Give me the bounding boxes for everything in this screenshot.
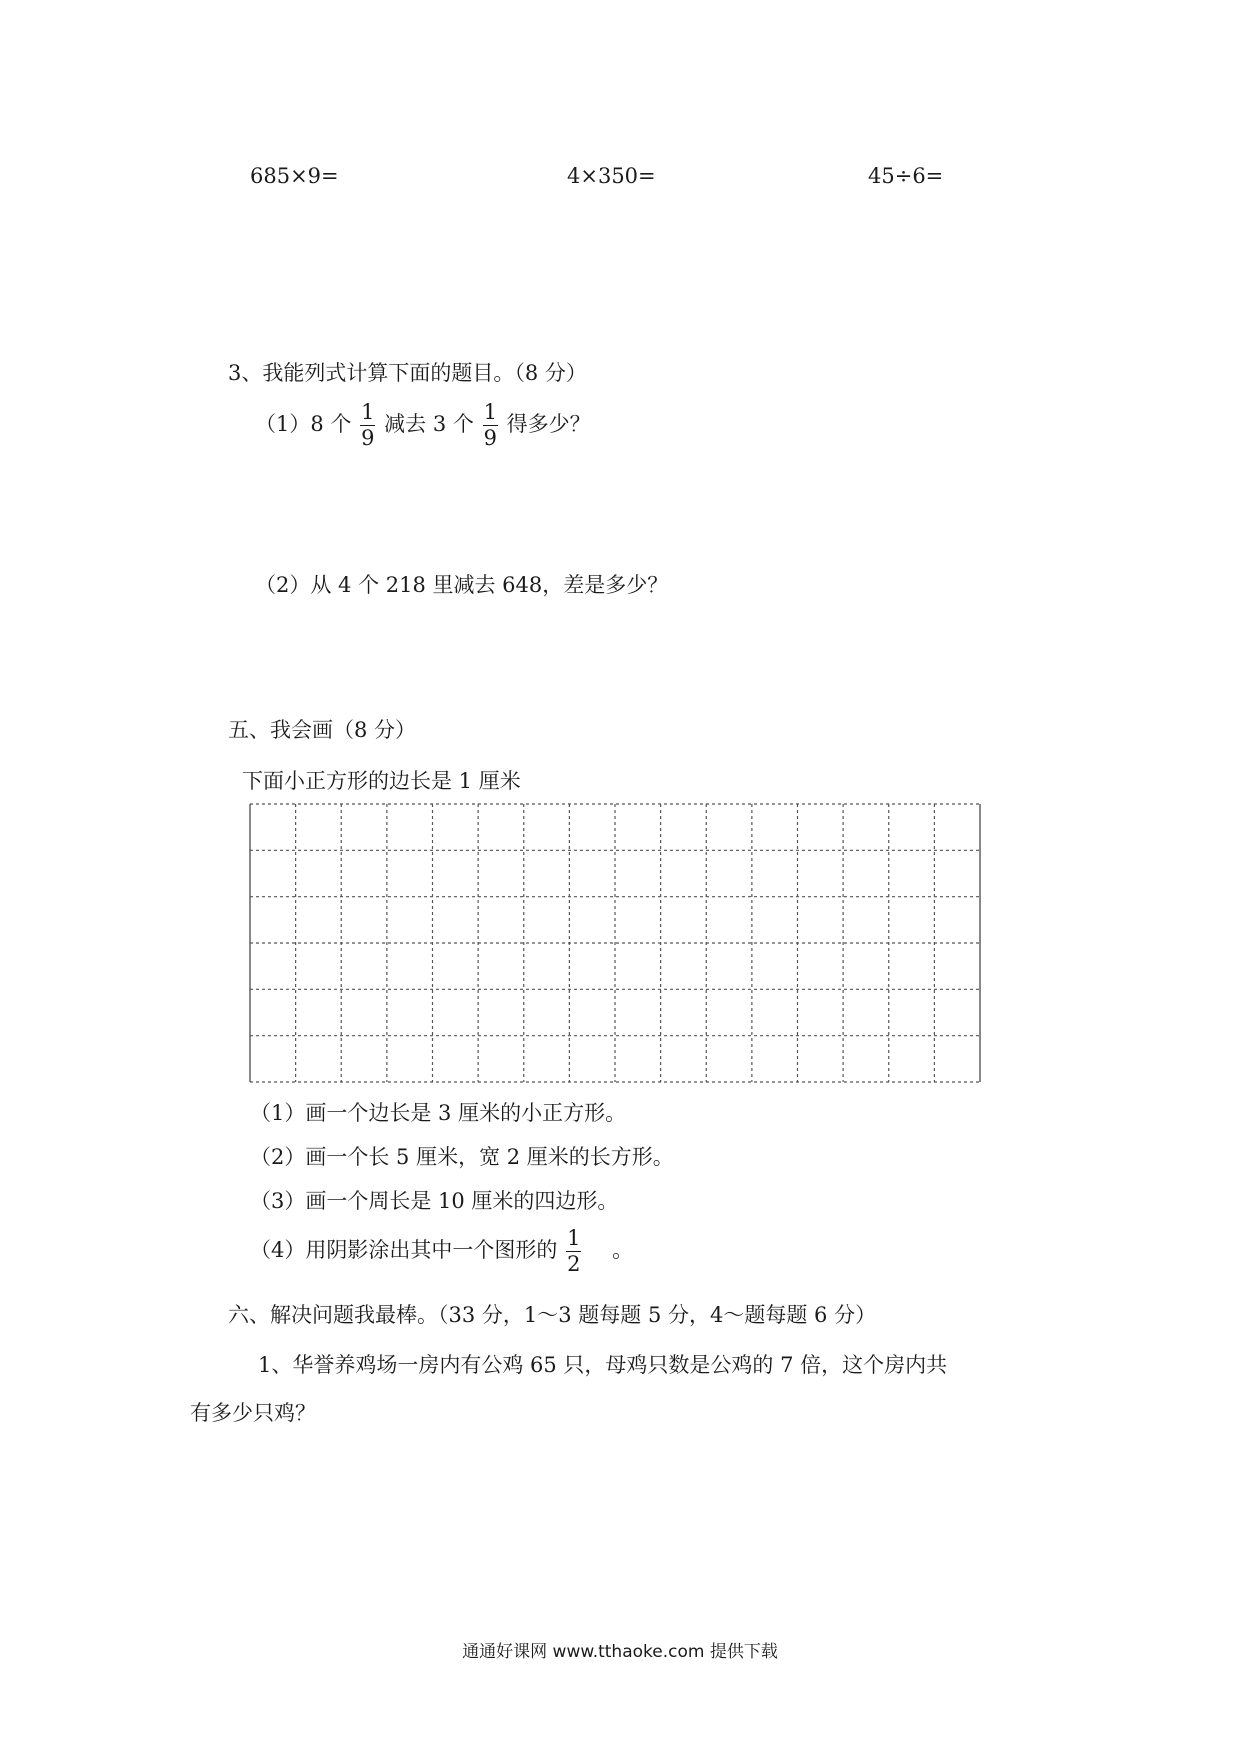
draw-task-4 [250, 1228, 633, 1275]
task4-prefix: （4）用阴影涂出其中一个图形的 [250, 1238, 558, 1262]
problem-1-line-2: 有多少只鸡？ [190, 1401, 316, 1425]
draw-task-1: （1）画一个边长是 3 厘米的小正方形。 [250, 1101, 627, 1125]
section-5-title: 五、我会画（8 分） [228, 718, 417, 742]
fraction-one-ninth-b [483, 402, 498, 449]
question-3-title: 3、我能列式计算下面的题目。（8 分） [228, 361, 587, 385]
sub1-suffix: 得多少？ [506, 412, 591, 436]
sub1-prefix: （1）8 个 [255, 412, 352, 436]
sub1-middle: 减去 3 个 [384, 412, 474, 436]
draw-task-3: （3）画一个周长是 10 厘米的四边形。 [250, 1189, 619, 1213]
footer-credit: 通通好课网 www.tthaoke.com 提供下载 [462, 1642, 778, 1662]
fraction-denominator: 9 [483, 426, 497, 450]
square-grid[interactable] [249, 803, 981, 1083]
calc-item-2: 4×350= [567, 164, 656, 188]
question-3-sub1 [255, 402, 591, 449]
fraction-numerator: 1 [483, 400, 497, 424]
section-6-title: 六、解决问题我最棒。（33 分，1～3 题每题 5 分，4～题每题 6 分） [228, 1303, 877, 1327]
draw-task-2: （2）画一个长 5 厘米，宽 2 厘米的长方形。 [250, 1145, 674, 1169]
problem-1-line-1: 1、华誉养鸡场一房内有公鸡 65 只，母鸡只数是公鸡的 7 倍，这个房内共 [258, 1353, 948, 1377]
fraction-denominator: 2 [567, 1252, 581, 1276]
calc-item-1: 685×9= [250, 164, 339, 188]
calc-item-3: 45÷6= [868, 164, 944, 188]
task4-suffix: 。 [612, 1238, 634, 1262]
fraction-numerator: 1 [567, 1226, 581, 1250]
fraction-one-half [566, 1228, 581, 1275]
fraction-numerator: 1 [361, 400, 375, 424]
fraction-one-ninth-a [360, 402, 375, 449]
fraction-denominator: 9 [361, 426, 375, 450]
question-3-sub2: （2）从 4 个 218 里减去 648，差是多少？ [255, 573, 669, 597]
grid-note: 下面小正方形的边长是 1 厘米 [242, 769, 521, 793]
